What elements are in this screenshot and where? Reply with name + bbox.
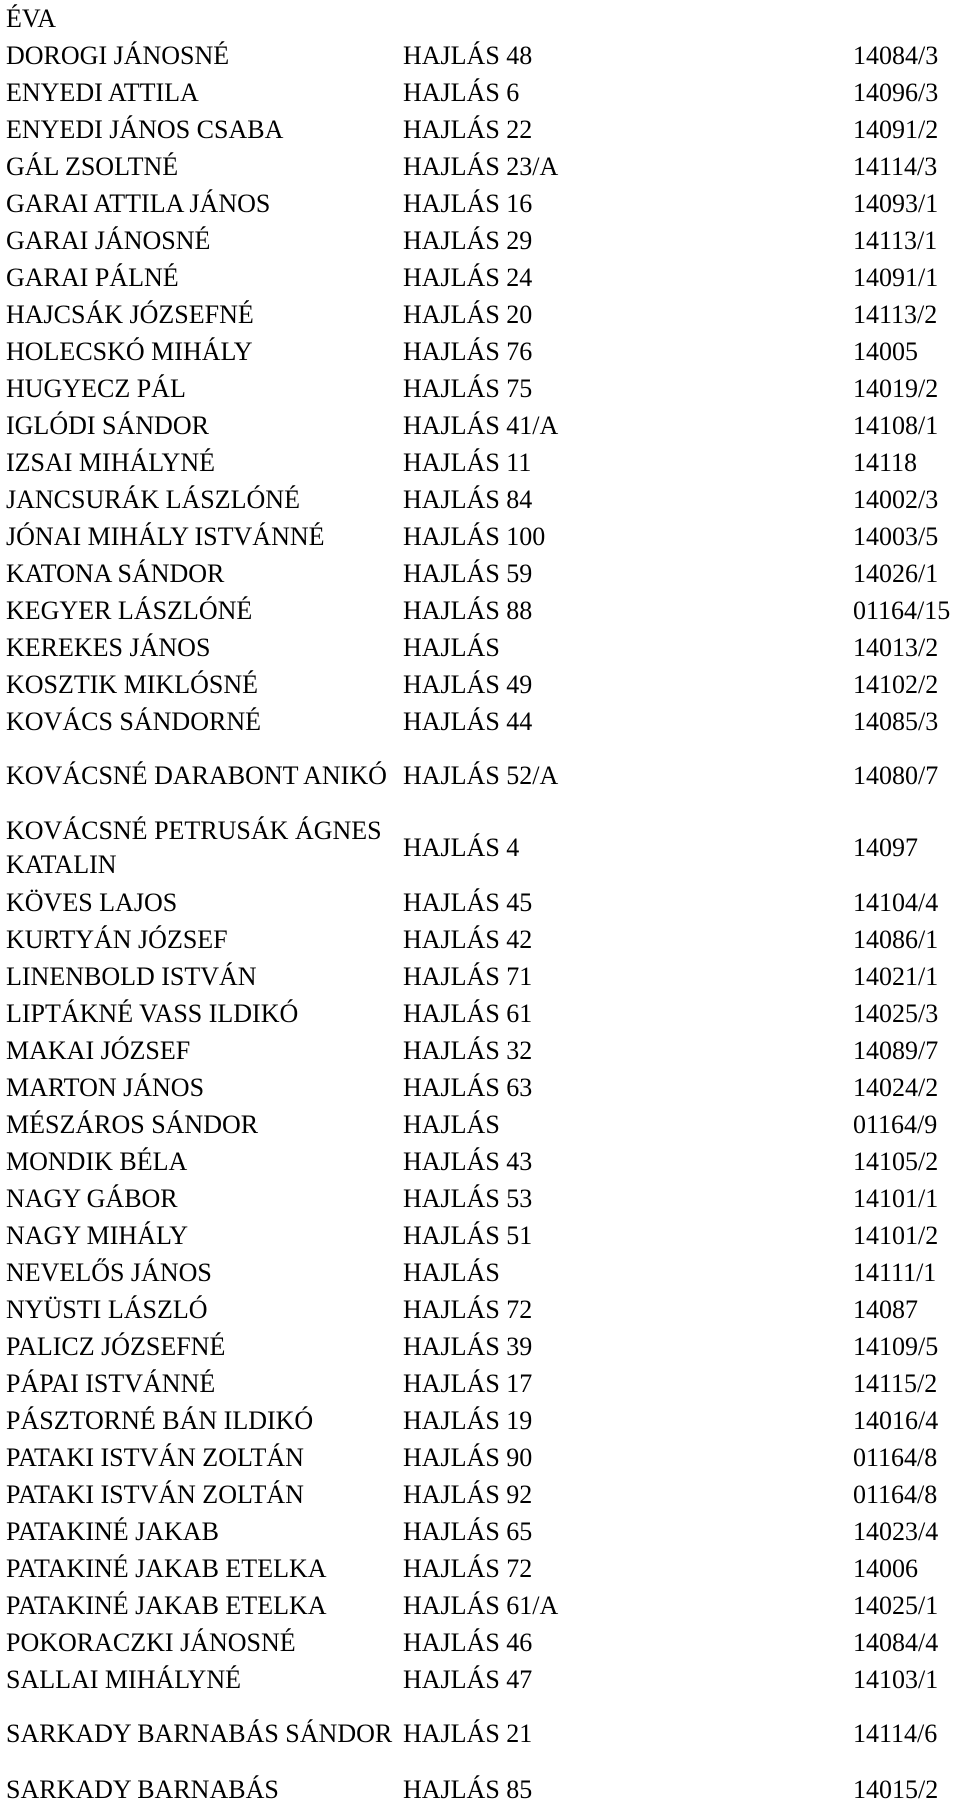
address-cell: HAJLÁS 11 [403, 448, 532, 477]
owner-name-cell: PALICZ JÓZSEFNÉ [6, 1332, 226, 1361]
table-row [6, 481, 956, 518]
table-row [6, 1217, 956, 1254]
table-row [6, 1254, 956, 1291]
table-row [6, 1770, 956, 1810]
document-page [6, 0, 956, 1810]
address-cell: HAJLÁS 53 [403, 1184, 533, 1213]
lot-number-cell: 14105/2 [853, 1147, 939, 1176]
lot-number-cell: 14093/1 [853, 189, 939, 218]
address-cell: HAJLÁS 92 [403, 1480, 533, 1509]
lot-number-cell: 14005 [853, 337, 918, 366]
address-cell: HAJLÁS 52/A [403, 761, 559, 790]
owner-name-cell: NYÜSTI LÁSZLÓ [6, 1295, 208, 1324]
address-cell: HAJLÁS 16 [403, 189, 533, 218]
table-row [6, 995, 956, 1032]
owner-name-cell: HUGYECZ PÁL [6, 374, 186, 403]
table-row [6, 555, 956, 592]
address-cell: HAJLÁS 42 [403, 925, 533, 954]
owner-name-cell: PATAKI ISTVÁN ZOLTÁN [6, 1443, 304, 1472]
lot-number-cell: 14015/2 [853, 1775, 939, 1804]
lot-number-cell: 14113/2 [853, 300, 938, 329]
table-row [6, 444, 956, 481]
address-cell: HAJLÁS 72 [403, 1295, 533, 1324]
table-row [6, 1698, 956, 1770]
lot-number-cell: 14084/4 [853, 1628, 939, 1657]
owner-name-cell: DOROGI JÁNOSNÉ [6, 41, 230, 70]
address-cell: HAJLÁS 72 [403, 1554, 533, 1583]
table-row [6, 1550, 956, 1587]
owner-name-cell: KOVÁCSNÉ PETRUSÁK ÁGNES KATALIN [6, 816, 382, 879]
owner-name-cell: GARAI ATTILA JÁNOS [6, 189, 271, 218]
lot-number-cell: 14080/7 [853, 761, 939, 790]
table-row [6, 1402, 956, 1439]
owner-name-cell: PÁSZTORNÉ BÁN ILDIKÓ [6, 1406, 314, 1435]
owner-name-cell: SALLAI MIHÁLYNÉ [6, 1665, 241, 1694]
address-cell: HAJLÁS 100 [403, 522, 546, 551]
owner-name-cell: PÁPAI ISTVÁNNÉ [6, 1369, 216, 1398]
lot-number-cell: 14096/3 [853, 78, 939, 107]
owner-name-cell: MARTON JÁNOS [6, 1073, 205, 1102]
table-row [6, 37, 956, 74]
address-cell: HAJLÁS 21 [403, 1719, 533, 1748]
address-cell: HAJLÁS 59 [403, 559, 533, 588]
address-cell: HAJLÁS 84 [403, 485, 533, 514]
table-row [6, 1180, 956, 1217]
address-cell: HAJLÁS 88 [403, 596, 533, 625]
address-cell: HAJLÁS 19 [403, 1406, 533, 1435]
lot-number-cell: 14089/7 [853, 1036, 939, 1065]
table-row [6, 958, 956, 995]
table-row [6, 74, 956, 111]
owner-name-cell: KÖVES LAJOS [6, 888, 178, 917]
owner-name-cell: PATAKINÉ JAKAB ETELKA [6, 1554, 327, 1583]
address-cell: HAJLÁS 63 [403, 1073, 533, 1102]
table-row [6, 703, 956, 740]
address-cell: HAJLÁS 17 [403, 1369, 533, 1398]
table-row [6, 1365, 956, 1402]
lot-number-cell: 14102/2 [853, 670, 939, 699]
address-cell: HAJLÁS 4 [403, 833, 520, 862]
owner-name-cell: POKORACZKI JÁNOSNÉ [6, 1628, 296, 1657]
address-cell: HAJLÁS 44 [403, 707, 533, 736]
address-cell: HAJLÁS 24 [403, 263, 533, 292]
owner-name-cell: JANCSURÁK LÁSZLÓNÉ [6, 485, 300, 514]
lot-number-cell: 14016/4 [853, 1406, 939, 1435]
owner-name-cell: LINENBOLD ISTVÁN [6, 962, 257, 991]
lot-number-cell: 14111/1 [853, 1258, 937, 1287]
lot-number-cell: 01164/8 [853, 1480, 938, 1509]
owner-name-cell: MAKAI JÓZSEF [6, 1036, 191, 1065]
table-row [6, 111, 956, 148]
table-row [6, 1439, 956, 1476]
owner-name-cell: PATAKI ISTVÁN ZOLTÁN [6, 1480, 304, 1509]
lot-number-cell: 14025/1 [853, 1591, 939, 1620]
address-cell: HAJLÁS 71 [403, 962, 533, 991]
table-row [6, 1106, 956, 1143]
table-row [6, 148, 956, 185]
address-cell: HAJLÁS 6 [403, 78, 520, 107]
lot-number-cell: 01164/9 [853, 1110, 938, 1139]
owner-name-cell: KEGYER LÁSZLÓNÉ [6, 596, 253, 625]
owner-name-cell: KOVÁCSNÉ DARABONT ANIKÓ [6, 761, 387, 790]
lot-number-cell: 14097 [853, 833, 918, 862]
lot-number-cell: 14085/3 [853, 707, 939, 736]
owner-name-cell: KOSZTIK MIKLÓSNÉ [6, 670, 259, 699]
table-row [6, 222, 956, 259]
lot-number-cell: 14101/1 [853, 1184, 939, 1213]
lot-number-cell: 14108/1 [853, 411, 939, 440]
lot-number-cell: 14114/6 [853, 1719, 938, 1748]
owner-name-cell: KOVÁCS SÁNDORNÉ [6, 707, 261, 736]
owner-name-cell: LIPTÁKNÉ VASS ILDIKÓ [6, 999, 299, 1028]
lot-number-cell: 14026/1 [853, 559, 939, 588]
owner-name-cell: GARAI JÁNOSNÉ [6, 226, 211, 255]
address-cell: HAJLÁS 45 [403, 888, 533, 917]
address-cell: HAJLÁS 75 [403, 374, 533, 403]
owner-name-cell: HOLECSKÓ MIHÁLY [6, 337, 253, 366]
owner-name-cell: JÓNAI MIHÁLY ISTVÁNNÉ [6, 522, 325, 551]
table-row [6, 1291, 956, 1328]
owner-name-cell: ENYEDI JÁNOS CSABA [6, 115, 284, 144]
owner-name-cell: KURTYÁN JÓZSEF [6, 925, 228, 954]
table-row [6, 1032, 956, 1069]
lot-number-cell: 14114/3 [853, 152, 938, 181]
table-row [6, 666, 956, 703]
owner-name-cell: KATONA SÁNDOR [6, 559, 225, 588]
lot-number-cell: 14113/1 [853, 226, 938, 255]
address-cell: HAJLÁS 61 [403, 999, 533, 1028]
lot-number-cell: 14025/3 [853, 999, 939, 1028]
address-cell: HAJLÁS 76 [403, 337, 533, 366]
address-cell: HAJLÁS 41/A [403, 411, 559, 440]
address-cell: HAJLÁS 48 [403, 41, 533, 70]
owner-name-cell: HAJCSÁK JÓZSEFNÉ [6, 300, 254, 329]
address-cell: HAJLÁS 85 [403, 1775, 533, 1804]
lot-number-cell: 01164/8 [853, 1443, 938, 1472]
lot-number-cell: 01164/15 [853, 596, 951, 625]
lot-number-cell: 14087 [853, 1295, 918, 1324]
lot-number-cell: 14115/2 [853, 1369, 938, 1398]
address-cell: HAJLÁS 43 [403, 1147, 533, 1176]
owner-name-cell: MONDIK BÉLA [6, 1147, 188, 1176]
lot-number-cell: 14003/5 [853, 522, 939, 551]
address-cell: HAJLÁS 90 [403, 1443, 533, 1472]
table-row [6, 1069, 956, 1106]
lot-number-cell: 14019/2 [853, 374, 939, 403]
owner-name-cell: IZSAI MIHÁLYNÉ [6, 448, 215, 477]
owner-name-cell: MÉSZÁROS SÁNDOR [6, 1110, 259, 1139]
address-cell: HAJLÁS 32 [403, 1036, 533, 1065]
table-row [6, 1661, 956, 1698]
address-cell: HAJLÁS [403, 1110, 500, 1139]
table-row [6, 296, 956, 333]
lot-number-cell: 14103/1 [853, 1665, 939, 1694]
address-cell: HAJLÁS [403, 1258, 500, 1287]
table-row [6, 185, 956, 222]
address-cell: HAJLÁS 22 [403, 115, 533, 144]
table-row [6, 629, 956, 666]
table-row [6, 1143, 956, 1180]
owner-name-cell: PATAKINÉ JAKAB ETELKA [6, 1591, 327, 1620]
address-cell: HAJLÁS 46 [403, 1628, 533, 1657]
table-row [6, 592, 956, 629]
table-row [6, 370, 956, 407]
owner-name-cell: SARKADY BARNABÁS [6, 1775, 279, 1804]
table-row [6, 333, 956, 370]
address-cell: HAJLÁS 65 [403, 1517, 533, 1546]
lot-number-cell: 14101/2 [853, 1221, 939, 1250]
lot-number-cell: 14086/1 [853, 925, 939, 954]
table-row [6, 740, 956, 812]
table-row [6, 1513, 956, 1550]
owner-name-cell: IGLÓDI SÁNDOR [6, 411, 209, 440]
table-row [6, 921, 956, 958]
lot-number-cell: 14023/4 [853, 1517, 939, 1546]
table-row [6, 1328, 956, 1365]
owner-name-cell: PATAKINÉ JAKAB [6, 1517, 219, 1546]
lot-number-cell: 14104/4 [853, 888, 939, 917]
table-row [6, 1624, 956, 1661]
lot-number-cell: 14013/2 [853, 633, 939, 662]
owner-name-cell: KEREKES JÁNOS [6, 633, 211, 662]
table-row [6, 812, 956, 884]
lot-number-cell: 14021/1 [853, 962, 939, 991]
lot-number-cell: 14091/1 [853, 263, 939, 292]
continued-name-fragment: ÉVA [6, 4, 57, 33]
address-cell: HAJLÁS 29 [403, 226, 533, 255]
table-row [6, 518, 956, 555]
owner-name-cell: NAGY MIHÁLY [6, 1221, 189, 1250]
lot-number-cell: 14024/2 [853, 1073, 939, 1102]
address-cell: HAJLÁS 39 [403, 1332, 533, 1361]
owner-table-body [6, 37, 956, 1810]
lot-number-cell: 14002/3 [853, 485, 939, 514]
lot-number-cell: 14118 [853, 448, 918, 477]
lot-number-cell: 14006 [853, 1554, 918, 1583]
owner-name-cell: GÁL ZSOLTNÉ [6, 152, 179, 181]
owner-name-cell: NEVELŐS JÁNOS [6, 1258, 212, 1287]
owner-name-cell: SARKADY BARNABÁS SÁNDOR [6, 1719, 393, 1748]
lot-number-cell: 14091/2 [853, 115, 939, 144]
address-cell: HAJLÁS 23/A [403, 152, 559, 181]
address-cell: HAJLÁS 49 [403, 670, 533, 699]
table-row [6, 1476, 956, 1513]
table-row [6, 884, 956, 921]
address-cell: HAJLÁS 51 [403, 1221, 533, 1250]
address-cell: HAJLÁS 20 [403, 300, 533, 329]
table-row [6, 407, 956, 444]
owner-name-cell: GARAI PÁLNÉ [6, 263, 179, 292]
owner-name-cell: ENYEDI ATTILA [6, 78, 199, 107]
address-cell: HAJLÁS 61/A [403, 1591, 559, 1620]
lot-number-cell: 14109/5 [853, 1332, 939, 1361]
address-cell: HAJLÁS 47 [403, 1665, 533, 1694]
owner-name-cell: NAGY GÁBOR [6, 1184, 178, 1213]
table-row [6, 1587, 956, 1624]
owner-table [6, 37, 956, 1810]
table-row [6, 259, 956, 296]
lot-number-cell: 14084/3 [853, 41, 939, 70]
address-cell: HAJLÁS [403, 633, 500, 662]
